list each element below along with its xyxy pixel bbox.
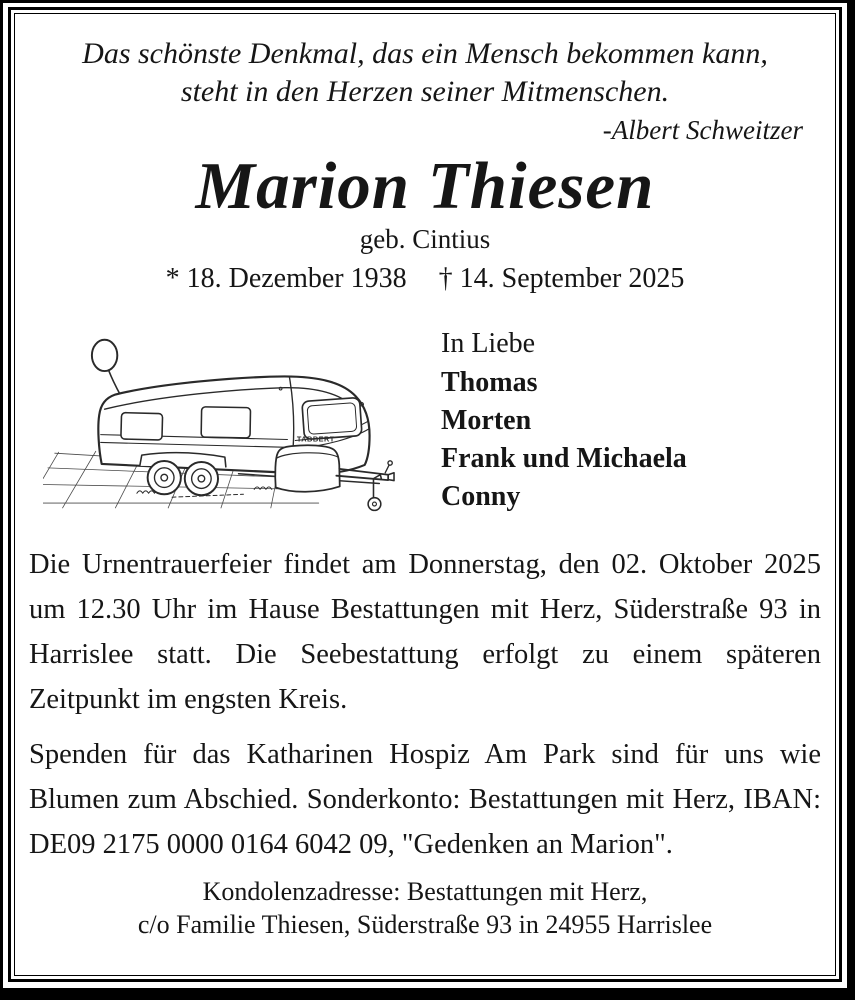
mourners-list: [441, 324, 687, 516]
wheel: [148, 461, 181, 494]
quote-attribution: -Albert Schweitzer: [602, 115, 803, 145]
caravan-illustration: [43, 320, 395, 516]
condolence-line-2: c/o Familie Thiesen, Süderstraße 93 in 24955 Harrislee: [137, 910, 713, 939]
deceased-name: Marion Thiesen: [195, 149, 655, 223]
condolence-address: [29, 875, 821, 941]
condolence-line-1: Kondolenzadresse: Bestattungen mit Herz,: [202, 877, 648, 906]
obituary-frame: [8, 7, 842, 982]
birth-date: * 18. Dezember 1938: [165, 263, 407, 294]
scan-edge-top: [0, 0, 855, 3]
maiden-name: geb. Cintius: [359, 224, 491, 254]
mourners-intro: In Liebe: [441, 328, 536, 359]
jockey-wheel: [368, 498, 381, 511]
wheel: [185, 462, 218, 495]
memorial-quote: [29, 35, 821, 111]
caravan-brand-label: TABBERT: [296, 434, 335, 444]
quote-line-1: Das schönste Denkmal, das ein Mensch bekommen kann,: [82, 37, 768, 70]
funeral-details-paragraph: Die Urnentrauerfeier findet am Donnerstag, den 02. Oktober 2025 um 12.30 Uhr im Hause Bestattungen mit Herz, Süderstraße 93 in Harrislee statt. Die Seebestattung erfolgt zu einem späteren Zeitpunkt im engsten Kreis.: [29, 549, 821, 715]
scan-edge-bottom: [0, 988, 855, 1000]
rear-window: [121, 413, 163, 440]
middle-section: [29, 320, 821, 516]
mourner-name: Frank und Michaela: [441, 443, 687, 474]
quote-line-2: steht in den Herzen seiner Mitmenschen.: [180, 75, 670, 108]
scan-edge-right: [847, 0, 855, 1000]
scan-edge-left: [0, 0, 3, 1000]
antenna: [92, 340, 117, 371]
life-dates: [29, 262, 821, 296]
mourner-name: Thomas: [441, 367, 538, 398]
side-window: [201, 407, 250, 438]
front-window: [302, 397, 362, 439]
mourner-name: Conny: [441, 481, 521, 512]
mourner-name: Morten: [441, 405, 532, 436]
death-date: † 14. September 2025: [438, 263, 685, 294]
obituary-content: [14, 13, 836, 976]
donation-details-paragraph: Spenden für das Katharinen Hospiz Am Park sind für uns wie Blumen zum Abschied. Sonderkonto: Bestattungen mit Herz, IBAN: DE09 2175 0000 0164 6042 09, "Gedenken an Marion".: [29, 739, 821, 860]
